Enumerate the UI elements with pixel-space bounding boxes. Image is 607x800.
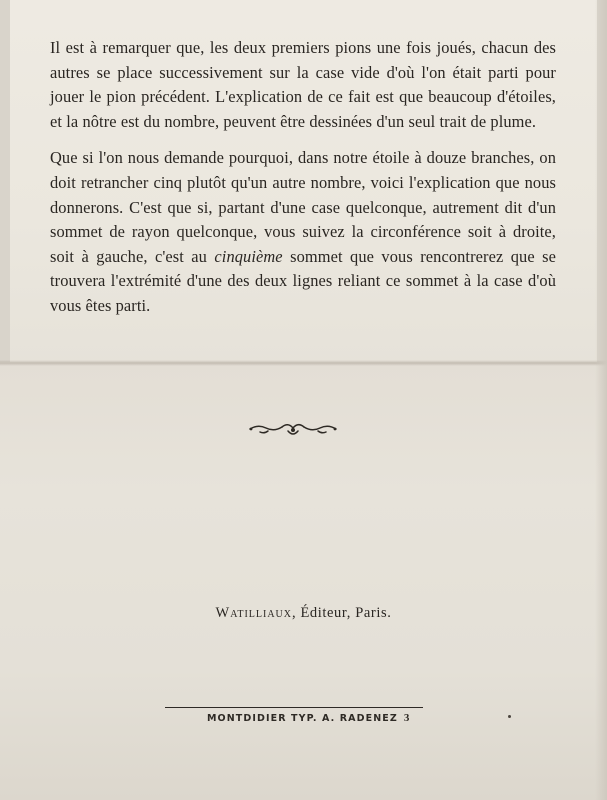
publisher-rest: , Éditeur, Paris. (292, 605, 392, 621)
imprint-text: MONTDIDIER TYP. A. RADENEZ (207, 713, 398, 724)
paper-speck (508, 715, 511, 718)
printer-imprint (207, 712, 410, 724)
page-fold (0, 360, 607, 366)
paragraph-2-emphasis: cinquième (214, 246, 283, 266)
body-text (50, 36, 556, 319)
publisher-line (0, 605, 607, 622)
paragraph-1: Il est à remarquer que, les deux premiers pions une fois joués, chacun des autres se place successivement sur la case vide d'où l'on était parti pour jouer le pion précédent. L'explication de ce fait est que beaucoup d'étoiles, et la nôtre est du nombre, peuvent être dessinées d'un seul trait de plume. (50, 38, 556, 131)
imprint-rule (165, 707, 423, 708)
publisher-name: Watilliaux (215, 605, 292, 621)
printer-fleuron-icon (248, 418, 338, 440)
page-edge-shadow (595, 0, 607, 800)
paragraph-2-start: Que si l'on nous demande pourquoi, dans notre étoile à douze branches, on doit retrancher cinq plutôt qu'un autre nombre, voici l'explication que nous donnerons. C'est que si, partant d'une case quelconque, autrement dit d'un sommet de rayon quelconque, vous suivez la circonférence soit à droite, soit à gauche, c'est au (50, 148, 556, 266)
paragraph-2-end: sommet que vous rencontrerez que se trouvera l'extrémité d'une des deux lignes reliant ce sommet à la case d'où vous êtes parti. (50, 246, 556, 315)
paragraph-2 (50, 146, 556, 318)
page-number: 3 (403, 712, 411, 724)
